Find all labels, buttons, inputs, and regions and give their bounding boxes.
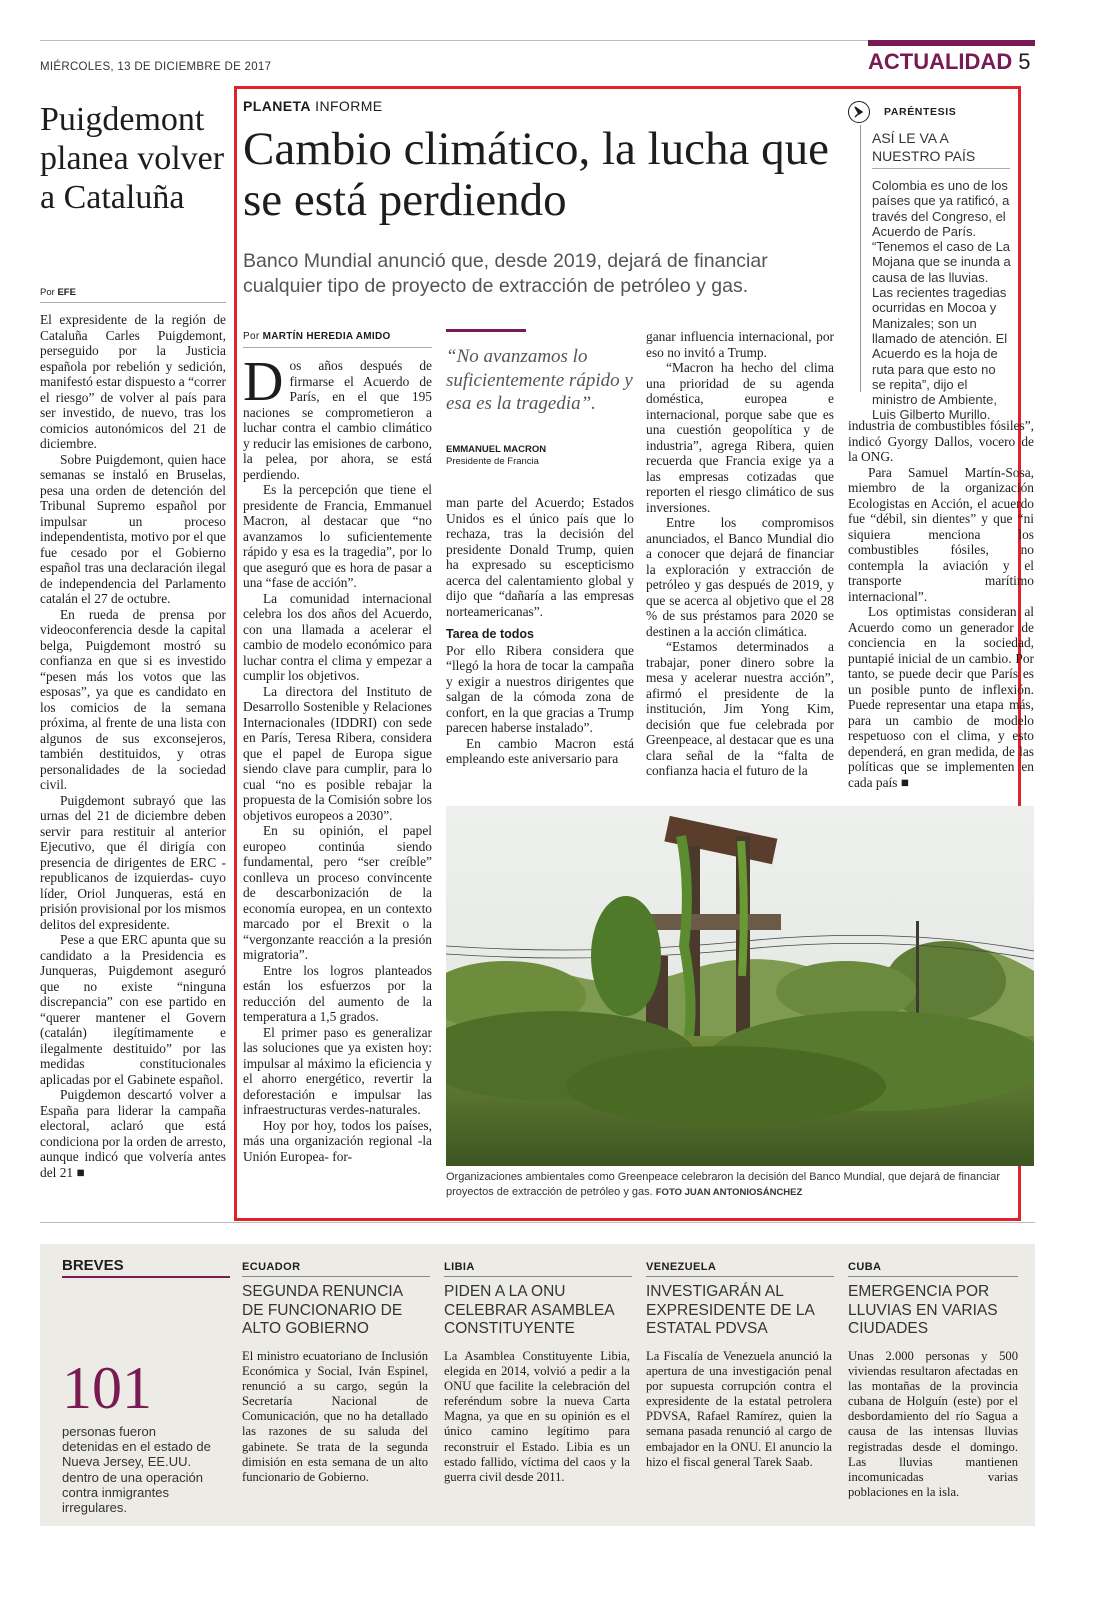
- side-byline-name: EFE: [57, 287, 76, 298]
- brief-text: Unas 2.000 personas y 500 viviendas resultaron afectadas en las montañas de la provincia cubana de Holguín (este) por el desbordamiento del río Sagua a causa de las intensas lluvias registradas desde el domingo. Las lluvias mantienen incomunicadas varias poblaciones en la isla.: [848, 1349, 1018, 1499]
- side-paragraph: En rueda de prensa por videoconferencia desde la capital belga, Puigdemont mostró su confianza en que si es investido “pesen más los votos que las esposas”, ya que es candidato en los comicios de la semana próxima, al frente de una lista con algunos de sus exconsejeros, también destituidos, y otras personalidades de la sociedad civil.: [40, 606, 226, 792]
- quote-role: Presidente de Francia: [446, 456, 539, 467]
- main-column-3: [646, 329, 834, 779]
- brief-country: VENEZUELA: [646, 1261, 717, 1273]
- main-column-4: [848, 418, 1034, 790]
- main-paragraph: La comunidad internacional celebra los dos años del Acuerdo, con una llamada a acelerar el cambio de modelo económico para luchar contra el clima y empezar a cumplir los objetivos.: [243, 590, 432, 683]
- main-paragraph: Por ello Ribera considera que “llegó la hora de tocar la campaña y exigir a nuestros dirigentes que salgan de la cómoda zona de confort, en la que gracias a Trump parecen haberse instalado”.: [446, 642, 634, 735]
- parentesis-rule: [872, 168, 1010, 169]
- main-byline-rule: [243, 347, 432, 348]
- brief-title: SEGUNDA RENUNCIA DE FUNCIONARIO DE ALTO GOBIERNO: [242, 1283, 403, 1337]
- main-paragraph: La directora del Instituto de Desarrollo Sostenible y Relaciones Internacionales (IDDRI) con sede en París, Teresa Ribera, considera que el papel de Europa sigue siendo clave para cumplir, para lo cual “no es posible rebajar la propuesta de la Comisión sobre los objetivos europeos a 2030”.: [243, 683, 432, 823]
- brief-country-rule: [242, 1276, 430, 1277]
- side-article-body: [40, 312, 226, 1180]
- quote-bar: [446, 329, 526, 332]
- main-paragraph: Para Samuel Martín-Sosa, miembro de la organización Ecologistas en Acción, el acuerdo fue “débil, sin dientes” y que “ni siquiera menciona los combustibles fósiles, no contempla la aviación y el transporte marítimo internacional”.: [848, 464, 1034, 604]
- quote-attribution: [446, 444, 634, 468]
- bottom-rule: [40, 1222, 1035, 1223]
- parentesis-label: PARÉNTESIS: [884, 106, 957, 118]
- lead-text: os años después de firmarse el Acuerdo de París, en el que 195 naciones se comprometieron a luchar contra el cambio climático y reducir las emisiones de carbono, la pelea, por ahora, se está perdiendo.: [243, 358, 432, 482]
- main-paragraph: Entre los logros planteados están los esfuerzos por la reducción del aumento de la temperatura a 1,5 grados.: [243, 962, 432, 1024]
- brief-title: INVESTIGARÁN AL EXPRESIDENTE DE LA ESTATAL PDVSA: [646, 1283, 814, 1337]
- section-name: ACTUALIDAD: [868, 49, 1013, 74]
- main-column-2: [446, 495, 634, 767]
- section-header: [868, 49, 1030, 75]
- main-byline-prefix: Por: [243, 331, 260, 342]
- main-headline: Cambio climático, la lucha que se está perdiendo: [243, 123, 830, 226]
- dropcap: D: [243, 351, 284, 413]
- brief-text: La Fiscalía de Venezuela anunció la apertura de una investigación penal por supuesta corrupción contra el expresidente de la estatal petrolera PDVSA, Rafael Ramírez, quien la semana pasada renunció al cargo de embajador en la ONU. El anuncio la hizo el fiscal general Tarek Saab.: [646, 1349, 832, 1469]
- main-subhead: Banco Mundial anunció que, desde 2019, dejará de financiar cualquier tipo de proyecto de extracción de petróleo y gas.: [243, 250, 768, 297]
- section-subhead: Tarea de todos: [446, 627, 534, 641]
- main-paragraph: ganar influencia internacional, por eso no invitó a Trump.: [646, 329, 834, 360]
- main-paragraph: En su opinión, el papel europeo continúa siendo fundamental, pero “ser creíble” conlleva un proceso convincente de descarbonización de la economía europea, en un contexto marcado por el Brexit o la “vergonzante reacción a la presión migratoria”.: [243, 823, 432, 962]
- side-paragraph: Pese a que ERC apunta que su candidato a la Presidencia es Junqueras, Puigdemont aseguró que no existe “ninguna discrepancia” con ese partido en “querer mantener el Govern (catalán) ilegítimamente e ilegalmente destituido” por las medidas constitucionales aplicadas por el Gabinete español.: [40, 932, 226, 1087]
- main-byline-name: MARTÍN HEREDIA AMIDO: [262, 331, 391, 342]
- main-paragraph: Es la percepción que tiene el presidente de Francia, Emmanuel Macron, al destacar que “no avanzamos lo suficientemente rápido y esa es la tragedia”, por lo que aseguró que es hora de pasar a una “fase de acción”.: [243, 482, 432, 590]
- side-byline-rule: [40, 302, 226, 303]
- pull-quote: “No avanzamos lo suficientemente rápido y esa es la tragedia”.: [446, 346, 633, 414]
- brief-country-rule: [848, 1276, 1018, 1277]
- pin-icon: [849, 102, 869, 122]
- main-paragraph: El primer paso es generalizar las soluciones que ya existen hoy: impulsar al máximo la eficiencia y el ahorro energético, revertir la deforestación e impulsar las infraestructuras verdes-naturales.: [243, 1024, 432, 1117]
- breves-label-rule: [62, 1276, 230, 1278]
- main-paragraph: En cambio Macron está empleando este aniversario para: [446, 735, 634, 766]
- brief-title: EMERGENCIA POR LLUVIAS EN VARIAS CIUDADES: [848, 1283, 998, 1337]
- main-paragraph: Hoy por hoy, todos los países, más una organización regional -la Unión Europea- for-: [243, 1117, 432, 1164]
- main-paragraph: Los optimistas consideran al Acuerdo como un generador de conciencia en la sociedad, puntapié inicial de un cambio. Por tanto, se puede decir que París es un posible punto de inflexión. Puede representar una etapa más, para un cambio de modelo respetuoso con el clima, y esto dependerá, en gran medida, de las políticas que se implementen en cada país ■: [848, 604, 1034, 790]
- main-paragraph: “Macron ha hecho del clima una prioridad de su agenda doméstica, europea e internacional, porque sabe que es una cuestión geopolítica y de industria”, agrega Ribera, quien recuerda que Francia exige ya a las empresas cotizadas que reporten el riesgo climático de sus inversiones.: [646, 360, 834, 515]
- brief-country-rule: [444, 1276, 632, 1277]
- breves-number-text: personas fueron detenidas en el estado de Nueva Jersey, EE.UU. dentro de una operación contra inmigrantes irregulares.: [62, 1424, 211, 1516]
- photo-caption: [446, 1170, 1021, 1200]
- main-paragraph: man parte del Acuerdo; Estados Unidos es el único país que lo rechaza, tras la decisión del presidente Donald Trump, quien ha expresado su escepticismo acerca del calentamiento global y dijo que “dañaría a las empresas norteamericanas”.: [446, 495, 634, 619]
- side-byline: [40, 287, 76, 298]
- page-number: 5: [1018, 49, 1031, 74]
- brief-country: CUBA: [848, 1261, 882, 1273]
- main-kicker: [243, 98, 383, 114]
- brief-text: La Asamblea Constituyente Libia, elegida en 2014, volvió a pedir a la ONU que facilite la celebración del referéndum sobre la nueva Carta Magna, ya que en su opinión es el único camino legítimo para reconstruir el Estado. Libia es un estado fallido, víctima del caos y la guerra civil desde 2011.: [444, 1349, 630, 1484]
- parentesis-icon: [848, 101, 870, 123]
- side-paragraph: Puigdemon descartó volver a España para liderar la campaña electoral, aclaró que está condiciona por la orden de arresto, aunque indicó que volvería antes del 21 ■: [40, 1087, 226, 1180]
- parentesis-text: Colombia es uno de los países que ya ratificó, a través del Congreso, el Acuerdo de París. “Tenemos el caso de La Mojana que se inunda a causa de las lluvias. Las recientes tragedias ocurridas en Mocoa y Manizales; son un llamado de atención. El Acuerdo es la hoja de ruta para que esto no se repita”, dijo el ministro de Ambiente, Luis Gilberto Murillo.: [872, 178, 1011, 423]
- main-column-1: [243, 351, 432, 1164]
- issue-date: MIÉRCOLES, 13 DE DICIEMBRE DE 2017: [40, 61, 272, 73]
- side-byline-prefix: Por: [40, 287, 55, 298]
- breves-number: 101: [62, 1355, 152, 1421]
- breves-label: BREVES: [62, 1257, 124, 1274]
- section-bar: [868, 40, 1035, 46]
- caption-credit: FOTO JUAN ANTONIOSÁNCHEZ: [655, 1187, 803, 1198]
- brief-country-rule: [646, 1276, 834, 1277]
- main-paragraph: Entre los compromisos anunciados, el Banco Mundial dio a conocer que dejará de financiar la exploración y extracción de petróleo y gas después de 2019, y que se acerca al objetivo que el 28 % de sus préstamos para 2020 se destinen a la acción climática.: [646, 515, 834, 639]
- main-paragraph: industria de combustibles fósiles”, indicó Gyorgy Dallos, vocero de la ONG.: [848, 418, 1034, 464]
- kicker-light: INFORME: [315, 98, 383, 114]
- main-byline: [243, 331, 391, 342]
- brief-title: PIDEN A LA ONU CELEBRAR ASAMBLEA CONSTITUYENTE: [444, 1283, 614, 1337]
- kicker-bold: PLANETA: [243, 98, 311, 114]
- brief-text: El ministro ecuatoriano de Inclusión Económica y Social, Iván Espinel, renunció a su cargo, según la Secretaría Nacional de Comunicación, que no ha detallado las razones de su saluda del gabinete. Se trata de la segunda dimisión en esta semana de un alto funcionario de Gobierno.: [242, 1349, 428, 1484]
- side-headline: Puigdemont planea volver a Cataluña: [40, 101, 225, 216]
- oil-pump-jungle-photo: [446, 806, 1034, 1166]
- quote-author: EMMANUEL MACRON: [446, 444, 547, 455]
- article-photo: [446, 806, 1034, 1166]
- brief-country: ECUADOR: [242, 1261, 301, 1273]
- parentesis-title: ASÍ LE VA A NUESTRO PAÍS: [872, 130, 976, 164]
- side-paragraph: Sobre Puigdemont, quien hace semanas se instaló en Bruselas, pesa una orden de detención del Tribunal Supremo español por impulsar un proceso independentista, motivo por el que fue cesado por el Gobierno español tras una declaración ilegal de independencia del Parlamento catalán el 27 de octubre.: [40, 451, 226, 606]
- brief-country: LIBIA: [444, 1261, 475, 1273]
- caption-text: Organizaciones ambientales como Greenpeace celebraron la decisión del Banco Mundial, que dejará de financiar proyectos de extracción de petróleo y gas.: [446, 1171, 1001, 1198]
- main-lead-paragraph: [243, 351, 432, 482]
- side-paragraph: Puigdemont subrayó que las urnas del 21 de diciembre deben servir para restituir al anterior Ejecutivo, que él dirigía con presencia de dirigentes de ERC -republicanos de izquierdas- cuyo líder, Oriol Junqueras, está en prisión provisional por los mismos delitos del expresidente.: [40, 792, 226, 932]
- side-paragraph: El expresidente de la región de Cataluña Carles Puigdemont, perseguido por la Justicia española por rebelión y sedición, manifestó estar dispuesto a “correr el riesgo” de volver al país para ser investido, de nuevo, tras los comicios autonómicos del 21 de diciembre.: [40, 312, 226, 451]
- main-paragraph: “Estamos determinados a trabajar, poner dinero sobre la mesa y acelerar nuestra acción”, afirmó el presidente de la institución, Jim Yong Kim, decisión que fue celebrada por Greenpeace, al destacar que es una clara señal de la “falta de confianza hacia el futuro de la: [646, 639, 834, 778]
